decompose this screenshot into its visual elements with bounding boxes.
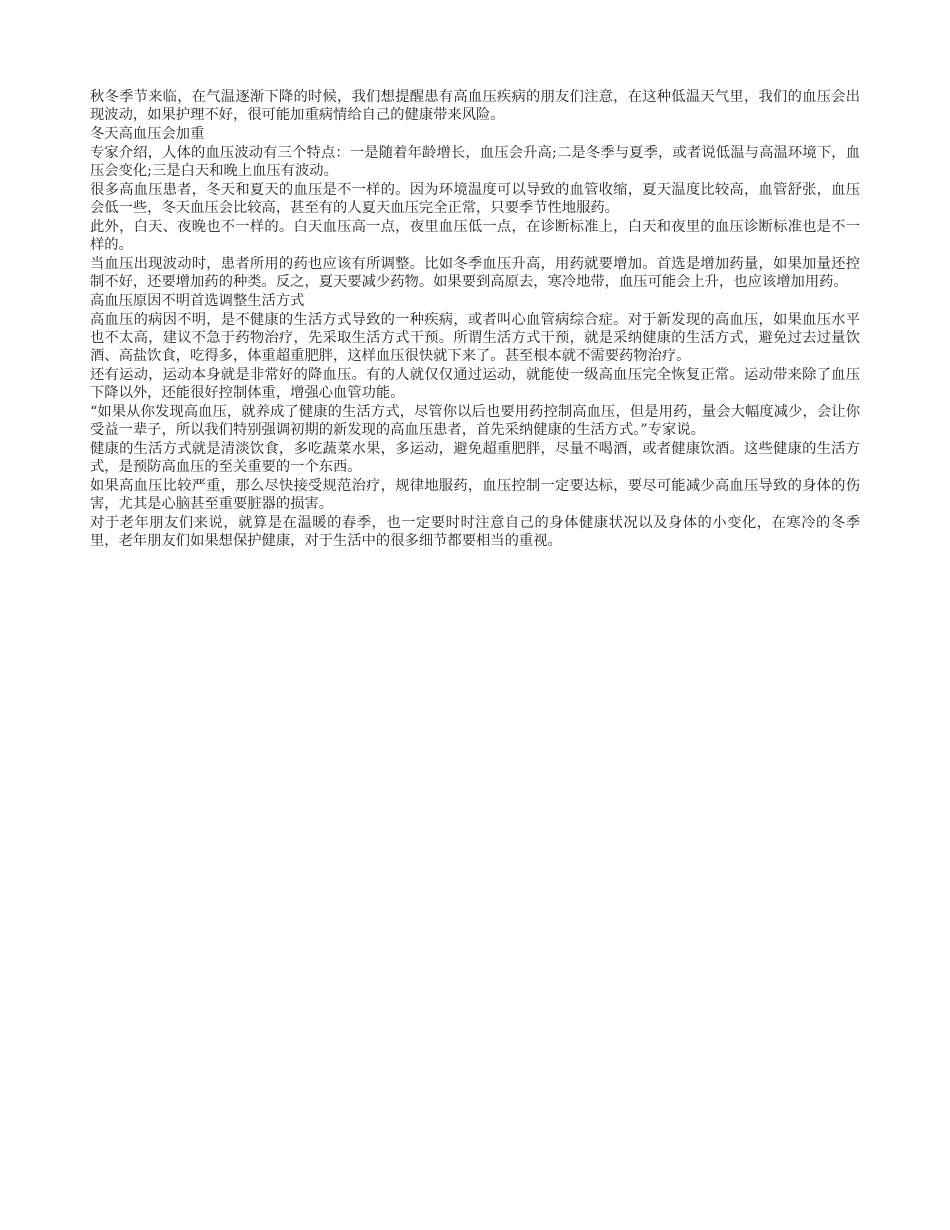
document-body <box>90 88 860 551</box>
section-heading-winter: 冬天高血压会加重 <box>90 126 205 142</box>
paragraph: 专家介绍，人体的血压波动有三个特点：一是随着年龄增长，血压会升高;二是冬季与夏季，或者说低温与高温环境下，血压会变化;三是白天和晚上血压有波动。 <box>90 145 860 179</box>
paragraph: 健康的生活方式就是清淡饮食，多吃蔬菜水果，多运动，避免超重肥胖，尽量不喝酒，或者健康饮酒。这些健康的生活方式，是预防高血压的至关重要的一个东西。 <box>90 441 860 475</box>
paragraph: 还有运动，运动本身就是非常好的降血压。有的人就仅仅通过运动，就能使一级高血压完全恢复正常。运动带来除了血压下降以外，还能很好控制体重，增强心血管功能。 <box>90 367 860 401</box>
paragraph: 如果高血压比较严重，那么尽快接受规范治疗，规律地服药，血压控制一定要达标，要尽可能减少高血压导致的身体的伤害，尤其是心脑甚至重要脏器的损害。 <box>90 478 860 512</box>
section-heading-lifestyle: 高血压原因不明首选调整生活方式 <box>90 293 305 309</box>
paragraph: 很多高血压患者，冬天和夏天的血压是不一样的。因为环境温度可以导致的血管收缩，夏天温度比较高，血管舒张，血压会低一些，冬天血压会比较高，甚至有的人夏天血压完全正常，只要季节性地服药。 <box>90 182 860 216</box>
intro-paragraph: 秋冬季节来临，在气温逐渐下降的时候，我们想提醒患有高血压疾病的朋友们注意，在这种低温天气里，我们的血压会出现波动，如果护理不好，很可能加重病情给自己的健康带来风险。 <box>90 89 860 123</box>
paragraph: 此外，白天、夜晚也不一样的。白天血压高一点，夜里血压低一点，在诊断标准上，白天和夜里的血压诊断标准也是不一样的。 <box>90 219 860 253</box>
paragraph: 高血压的病因不明，是不健康的生活方式导致的一种疾病，或者叫心血管病综合症。对于新发现的高血压，如果血压水平也不太高，建议不急于药物治疗，先采取生活方式干预。所谓生活方式干预，就是采纳健康的生活方式，避免过去过量饮酒、高盐饮食，吃得多，体重超重肥胖，这样血压很快就下来了。甚至根本就不需要药物治疗。 <box>90 312 860 364</box>
paragraph: “如果从你发现高血压，就养成了健康的生活方式，尽管你以后也要用药控制高血压，但是用药，量会大幅度减少，会让你受益一辈子，所以我们特别强调初期的新发现的高血压患者，首先采纳健康的生活方式。”专家说。 <box>90 404 860 438</box>
paragraph: 当血压出现波动时，患者所用的药也应该有所调整。比如冬季血压升高，用药就要增加。首选是增加药量，如果加量还控制不好，还要增加药的种类。反之，夏天要减少药物。如果要到高原去，寒冷地带，血压可能会上升，也应该增加用药。 <box>90 256 860 290</box>
closing-paragraph: 对于老年朋友们来说，就算是在温暖的春季，也一定要时时注意自己的身体健康状况以及身体的小变化，在寒冷的冬季里，老年朋友们如果想保护健康，对于生活中的很多细节都要相当的重视。 <box>90 515 860 549</box>
